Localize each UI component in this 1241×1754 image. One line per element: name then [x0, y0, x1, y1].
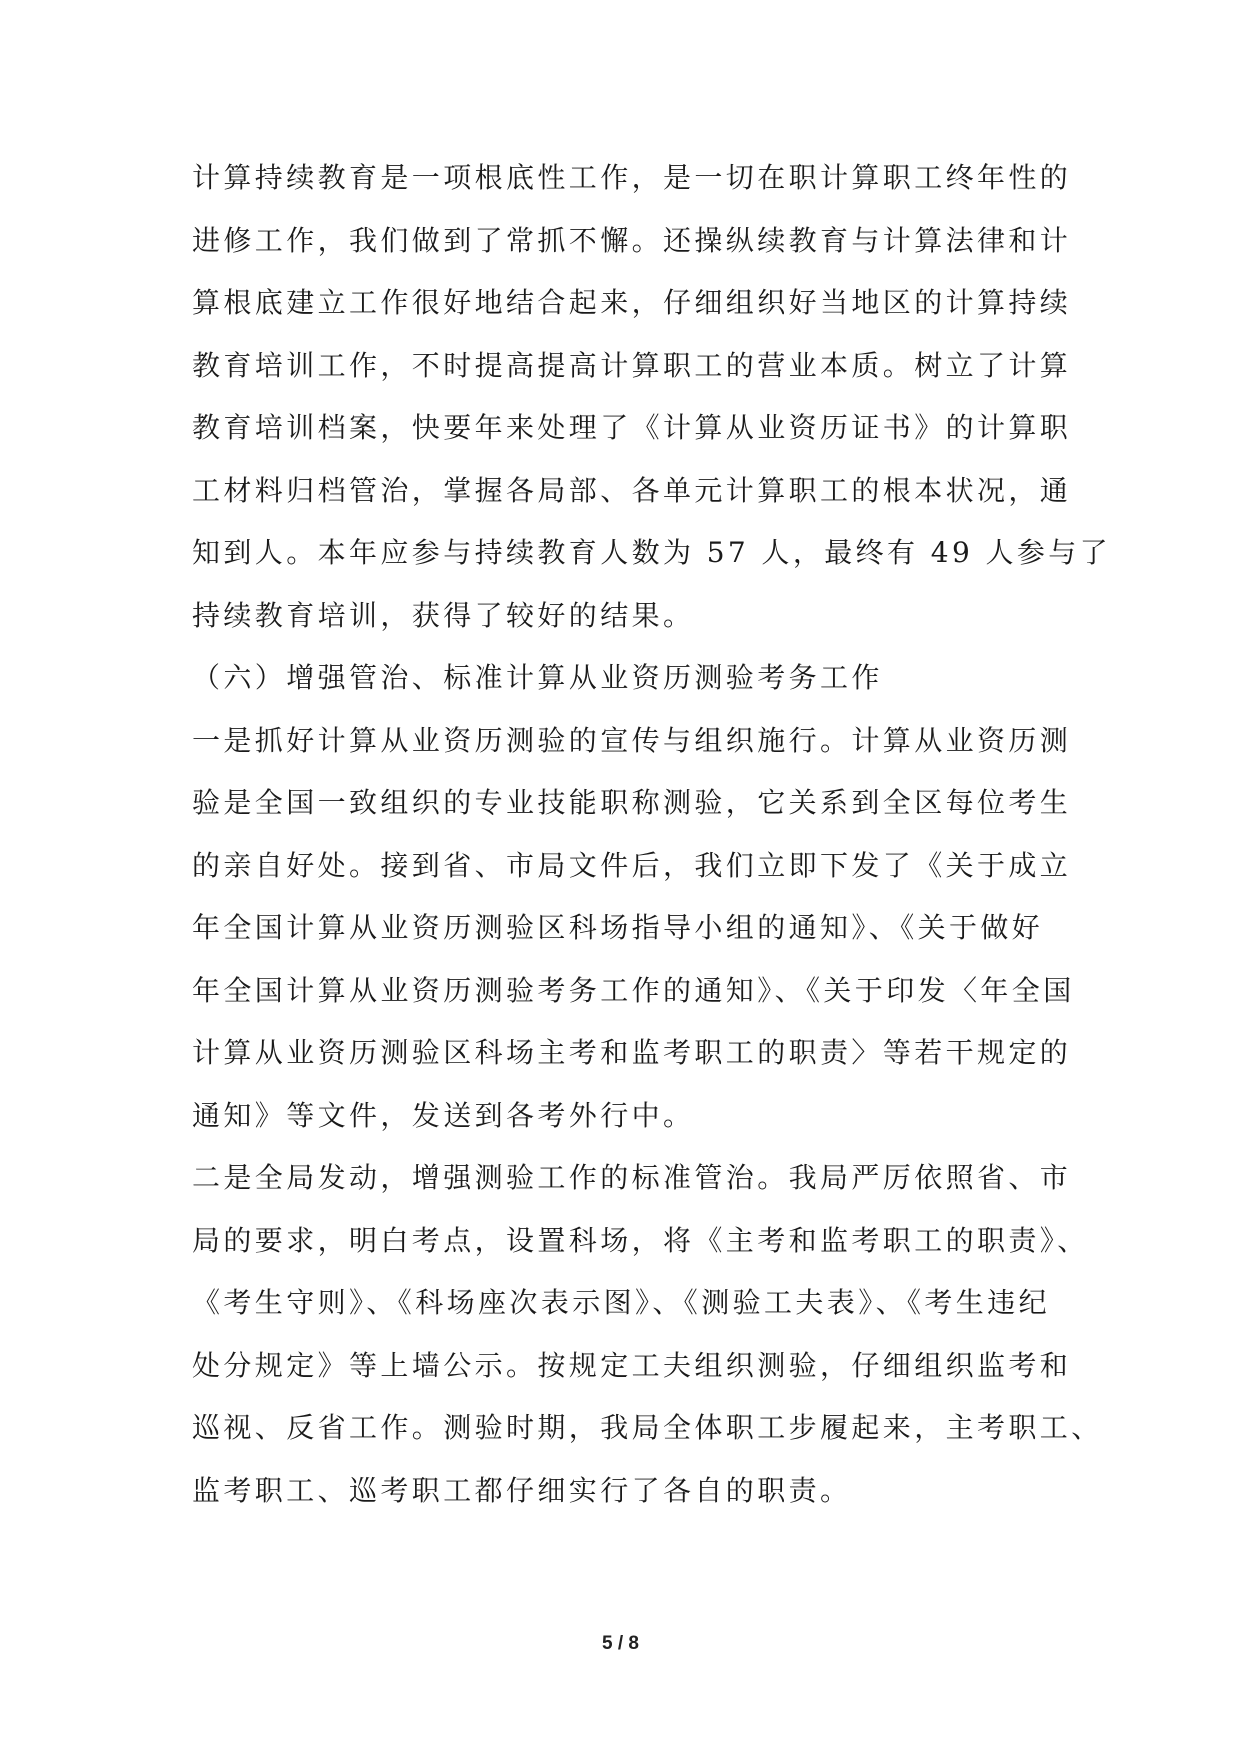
text-line: 年全国计算从业资历测验区科场指导小组的通知》、《关于做好 — [192, 911, 1044, 944]
text-line: 教育培训工作，不时提高提高计算职工的营业本质。树立了计算 — [192, 348, 1072, 382]
text-line: 算根底建立工作很好地结合起来，仔细组织好当地区的计算持续 — [192, 286, 1072, 319]
text-line: 通知》等文件，发送到各考外行中。 — [192, 1098, 695, 1132]
text-line: 进修工作，我们做到了常抓不懈。还操纵续教育与计算法律和计 — [192, 223, 1072, 257]
text-line: 局的要求，明白考点，设置科场，将《主考和监考职工的职责》、 — [192, 1223, 1089, 1257]
text-line: 一是抓好计算从业资历测验的宣传与组织施行。计算从业资历测 — [192, 723, 1072, 757]
page-number: 5 / 8 — [602, 1633, 639, 1654]
text-line: 工材料归档管治，掌握各局部、各单元计算职工的根本状况，通 — [192, 473, 1072, 507]
text-line: 年全国计算从业资历测验考务工作的通知》、《关于印发〈年全国 — [192, 973, 1075, 1007]
body-text — [192, 158, 1112, 1533]
text-line: 计算从业资历测验区科场主考和监考职工的职责〉等若干规定的 — [192, 1036, 1072, 1069]
text-line: 二是全局发动，增强测验工作的标准管治。我局严厉依照省、市 — [192, 1161, 1072, 1194]
text-line: 的亲自好处。接到省、市局文件后，我们立即下发了《关于成立 — [192, 848, 1072, 882]
text-line: 《考生守则》、《科场座次表示图》、《测验工夫表》、《考生违纪 — [192, 1286, 1051, 1319]
text-line: 巡视、反省工作。测验时期，我局全体职工步履起来，主考职工、 — [192, 1411, 1103, 1444]
text-line: 知到人。本年应参与持续教育人数为 57 人，最终有 49 人参与了 — [192, 536, 1112, 569]
section-heading: （六）增强管治、标准计算从业资历测验考务工作 — [192, 661, 883, 694]
text-line: 处分规定》等上墙公示。按规定工夫组织测验，仔细组织监考和 — [192, 1348, 1072, 1382]
text-line: 持续教育培训，获得了较好的结果。 — [192, 598, 695, 632]
text-line: 计算持续教育是一项根底性工作，是一切在职计算职工终年性的 — [192, 161, 1072, 194]
text-line: 验是全国一致组织的专业技能职称测验，它关系到全区每位考生 — [192, 786, 1072, 819]
text-line: 监考职工、巡考职工都仔细实行了各自的职责。 — [192, 1473, 852, 1507]
text-line: 教育培训档案，快要年来处理了《计算从业资历证书》的计算职 — [192, 411, 1072, 444]
